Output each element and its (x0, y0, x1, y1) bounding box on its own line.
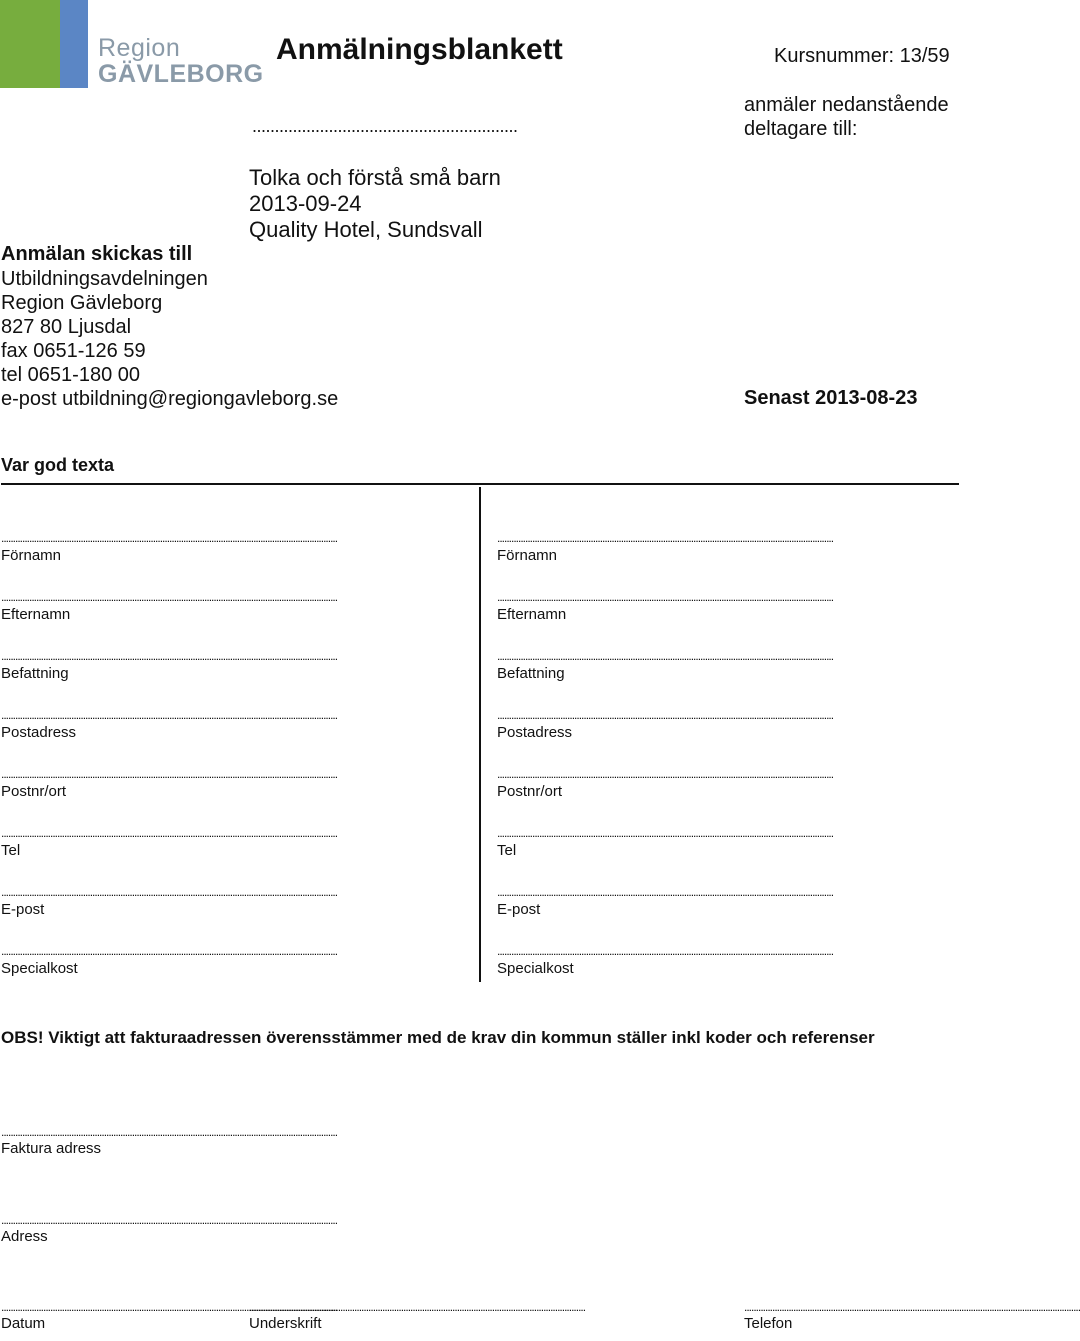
field-label: Förnamn (1, 547, 62, 564)
field-label: Tel (1, 842, 21, 859)
participant-2-firstname-field[interactable] (497, 532, 947, 576)
field-label: Förnamn (497, 547, 558, 564)
participant-1-address-field[interactable] (1, 709, 451, 753)
send-to-org: Region Gävleborg (1, 292, 163, 314)
date-label: Datum (1, 1315, 46, 1332)
fill-line[interactable]: ................................................................................................................................................ (497, 708, 834, 722)
fill-line[interactable]: ................................................................................................................................................ (497, 590, 834, 604)
course-venue: Quality Hotel, Sundsvall (249, 217, 483, 242)
send-to-fax: fax 0651-126 59 (1, 340, 146, 362)
logo-green-block (0, 0, 60, 88)
phone-field[interactable] (744, 1300, 1080, 1341)
field-label: Specialkost (497, 960, 574, 977)
fill-line[interactable]: ................................................................................................................................................ (497, 649, 834, 663)
form-title: Anmälningsblankett (276, 33, 563, 66)
participant-1-phone-field[interactable] (1, 827, 451, 871)
field-label: Befattning (1, 665, 69, 682)
street-address-field[interactable] (1, 1214, 945, 1254)
fill-line[interactable]: ................................................................................................................................................ (1, 649, 338, 663)
fill-line[interactable]: ................................................................................................................................................ (1, 1125, 338, 1139)
fill-line[interactable]: ................................................................................................................................................ (1, 767, 338, 781)
participant-2-lastname-field[interactable] (497, 591, 947, 635)
send-to-postal: 827 80 Ljusdal (1, 316, 132, 338)
field-label: E-post (497, 901, 541, 918)
logo-text-region: Region (98, 34, 181, 62)
region-gavleborg-logo (0, 0, 264, 92)
course-name: Tolka och förstå små barn (249, 165, 501, 190)
participant-1-firstname-field[interactable] (1, 532, 451, 576)
fill-line[interactable]: ................................................................................................................................................ (497, 944, 834, 958)
fill-line[interactable]: ................................................................................................................................................ (497, 826, 834, 840)
invoice-address-label: Faktura adress (1, 1140, 102, 1157)
send-to-dept: Utbildningsavdelningen (1, 268, 208, 290)
course-info (249, 165, 501, 243)
participant-2-diet-field[interactable] (497, 945, 947, 989)
field-label: Efternamn (497, 606, 567, 623)
fill-line[interactable]: ................................................................................................................................................ (1, 944, 338, 958)
fill-line[interactable]: ................................................................................................................................................ (1, 708, 338, 722)
signature-field[interactable] (249, 1301, 667, 1341)
deadline: Senast 2013-08-23 (744, 387, 918, 409)
fill-line[interactable]: ................................................................................................................................................ (1, 885, 338, 899)
participant-2-position-field[interactable] (497, 650, 947, 694)
participant-2-address-field[interactable] (497, 709, 947, 753)
field-label: Postadress (497, 724, 573, 741)
participant-1-email-field[interactable] (1, 886, 451, 930)
fill-line[interactable]: ................................................................................................................................................ (744, 1300, 1080, 1314)
field-label: Postnr/ort (497, 783, 563, 800)
logo-text-gavleborg: GÄVLEBORG (98, 60, 264, 88)
participant-2-email-field[interactable] (497, 886, 947, 930)
fill-line[interactable]: ................................................................................................................................................ (249, 1300, 586, 1314)
course-number: Kursnummer: 13/59 (774, 45, 950, 67)
course-date: 2013-09-24 (249, 191, 362, 216)
field-label: Specialkost (1, 960, 78, 977)
street-address-label: Adress (1, 1228, 48, 1245)
fill-line[interactable]: ................................................................................................................................................ (1, 826, 338, 840)
participant-1-lastname-field[interactable] (1, 591, 451, 635)
participant-2-postcode-field[interactable] (497, 768, 947, 812)
fill-line[interactable]: ................................................................................................................................................ (1, 590, 338, 604)
field-label: Efternamn (1, 606, 71, 623)
send-to-address (1, 267, 338, 411)
fill-line[interactable]: ................................................................................................................................................ (1, 1300, 338, 1314)
send-to-heading: Anmälan skickas till (1, 243, 193, 265)
participant-1-postcode-field[interactable] (1, 768, 451, 812)
fill-line[interactable]: ................................................................................................................................................ (1, 1213, 338, 1227)
print-instruction: Var god texta (1, 455, 115, 475)
participant-2-phone-field[interactable] (497, 827, 947, 871)
field-label: Befattning (497, 665, 565, 682)
participant-1-diet-field[interactable] (1, 945, 451, 989)
signature-label: Underskrift (249, 1315, 322, 1332)
send-to-email: e-post utbildning@regiongavleborg.se (1, 388, 339, 410)
invoice-note: OBS! Viktigt att fakturaadressen överensstämmer med de krav din kommun ställer inkl koder och referenser (1, 1028, 875, 1047)
registers-line-1: anmäler nedanstående (744, 94, 949, 116)
field-label: E-post (1, 901, 45, 918)
send-to-phone: tel 0651-180 00 (1, 364, 141, 386)
field-label: Tel (497, 842, 517, 859)
registers-line-2: deltagare till: (744, 118, 858, 140)
fill-line[interactable]: ................................................................................................................................................ (1, 531, 338, 545)
section-divider (1, 483, 959, 485)
column-divider (479, 487, 481, 982)
logo-blue-block (60, 0, 88, 88)
fill-line[interactable]: ................................................................................................................................................ (497, 767, 834, 781)
organization-fill-line[interactable]: ........................................................... (252, 116, 518, 136)
participant-1-position-field[interactable] (1, 650, 451, 694)
field-label: Postadress (1, 724, 77, 741)
field-label: Postnr/ort (1, 783, 67, 800)
invoice-address-field[interactable] (1, 1126, 945, 1166)
registers-text (744, 93, 960, 141)
phone-label: Telefon (744, 1315, 793, 1332)
fill-line[interactable]: ................................................................................................................................................ (497, 885, 834, 899)
fill-line[interactable]: ................................................................................................................................................ (497, 531, 834, 545)
